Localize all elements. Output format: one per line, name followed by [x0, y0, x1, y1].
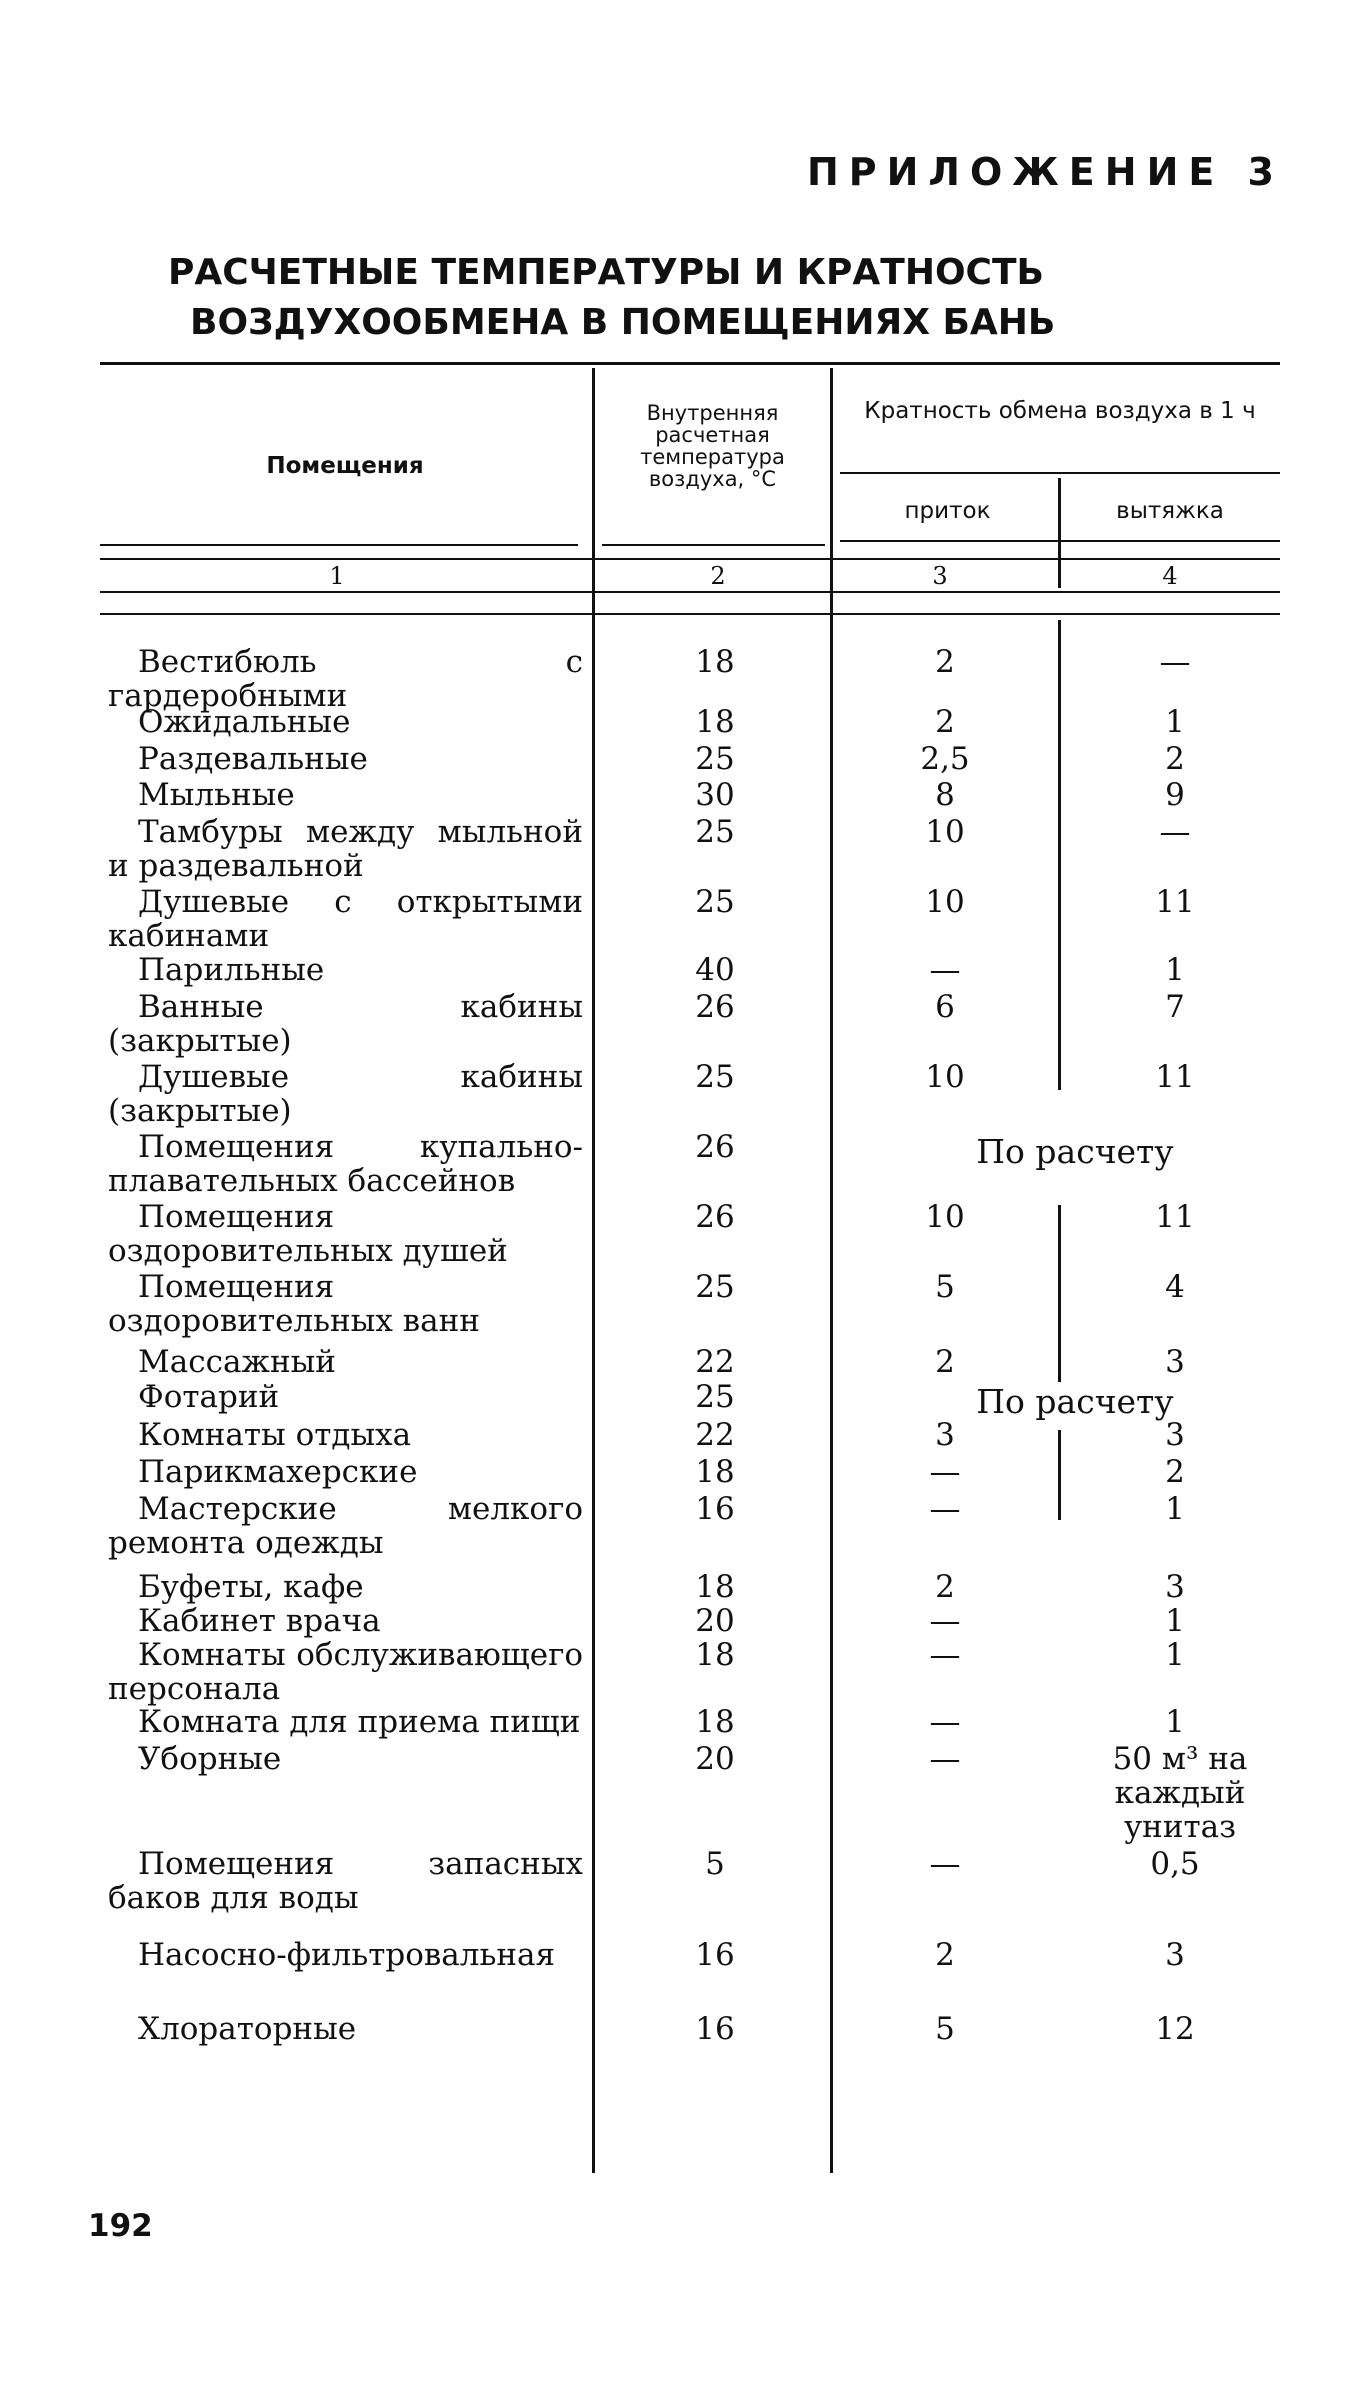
- temperature-value: 16: [695, 1491, 735, 1527]
- temperature-value: 16: [695, 1937, 735, 1973]
- room-name: Комнаты отдыха: [138, 1417, 412, 1453]
- supply-value: 2: [935, 644, 955, 680]
- table-top-rule: [100, 362, 1280, 365]
- exhaust-value: 50 м³ на каждый унитаз: [1112, 1741, 1248, 1845]
- room-name: Буфеты, кафе: [138, 1569, 364, 1605]
- exhaust-value: 1: [1165, 1637, 1185, 1673]
- supply-value: 2: [935, 704, 955, 740]
- column-number-2: 2: [710, 562, 726, 590]
- temperature-value: 25: [695, 884, 735, 920]
- exhaust-value: 1: [1165, 952, 1185, 988]
- temperature-value: 18: [695, 1569, 735, 1605]
- supply-value: —: [929, 1491, 961, 1527]
- exhaust-value: 2: [1165, 741, 1185, 777]
- exhaust-value: 11: [1155, 1059, 1195, 1095]
- temperature-value: 30: [695, 777, 735, 813]
- room-name: Кабинет врача: [138, 1603, 381, 1639]
- room-name: Парильные: [138, 952, 325, 988]
- room-name: Насосно-фильтровальная: [138, 1937, 556, 1973]
- room-name: Помещения оздоровительных душей: [108, 1199, 508, 1269]
- supply-value: 2: [935, 1569, 955, 1605]
- room-name: Раздевальные: [138, 741, 368, 777]
- room-name: Уборные: [138, 1741, 282, 1777]
- col2-header-rule: [602, 544, 825, 546]
- supply-value: 6: [935, 989, 955, 1025]
- temperature-value: 25: [695, 1379, 735, 1415]
- room-name: Хлораторные: [138, 2011, 357, 2047]
- temperature-value: 18: [695, 644, 735, 680]
- header-supply: приток: [904, 498, 991, 524]
- supply-value: —: [929, 1704, 961, 1740]
- temperature-value: 25: [695, 1269, 735, 1305]
- exhaust-value: 1: [1165, 1491, 1185, 1527]
- temperature-value: 40: [695, 952, 735, 988]
- col-divider-3-4-header: [1058, 478, 1061, 588]
- supply-value: 2,5: [920, 741, 970, 777]
- header-exhaust: вытяжка: [1116, 498, 1224, 524]
- supply-value: —: [929, 1603, 961, 1639]
- calculated-note: По расчету: [900, 1132, 1250, 1171]
- temperature-value: 25: [695, 1059, 735, 1095]
- exhaust-value: 4: [1165, 1269, 1185, 1305]
- col-divider-2-3: [830, 368, 833, 2173]
- temperature-value: 20: [695, 1603, 735, 1639]
- room-name: Фотарий: [138, 1379, 280, 1415]
- title-line-2: ВОЗДУХООБМЕНА В ПОМЕЩЕНИЯХ БАНЬ: [190, 302, 1056, 343]
- supply-value: 10: [925, 1199, 965, 1235]
- room-name: Массажный: [138, 1344, 336, 1380]
- page-number: 192: [88, 2208, 153, 2244]
- temperature-value: 18: [695, 1454, 735, 1490]
- exhaust-value: 12: [1155, 2011, 1195, 2047]
- exhaust-value: 1: [1165, 1704, 1185, 1740]
- exhaust-value: 0,5: [1150, 1846, 1200, 1882]
- title-line-1: РАСЧЕТНЫЕ ТЕМПЕРАТУРЫ И КРАТНОСТЬ: [168, 252, 1044, 293]
- exhaust-value: 1: [1165, 704, 1185, 740]
- temperature-value: 20: [695, 1741, 735, 1777]
- supply-value: 8: [935, 777, 955, 813]
- room-name: Вестибюль с гардеробными: [108, 644, 583, 714]
- supply-value: —: [929, 1637, 961, 1673]
- exhaust-value: 7: [1165, 989, 1185, 1025]
- temperature-value: 26: [695, 989, 735, 1025]
- column-number-1: 1: [329, 562, 345, 590]
- room-name: Комнаты обслуживающего персонала: [108, 1637, 583, 1707]
- supply-value: —: [929, 1741, 961, 1777]
- exhaust-value: 9: [1165, 777, 1185, 813]
- page-title: [168, 248, 1055, 348]
- room-name: Мыльные: [138, 777, 295, 813]
- header-temperature: Внутренняя расчетная температура воздуха, °С: [640, 401, 785, 491]
- exhaust-value: 3: [1165, 1417, 1185, 1453]
- temperature-value: 22: [695, 1344, 735, 1380]
- exhaust-value: 3: [1165, 1937, 1185, 1973]
- room-name: Душевые с открытыми кабинами: [108, 884, 583, 954]
- room-name: Парикмахерские: [138, 1454, 418, 1490]
- supply-value: 10: [925, 1059, 965, 1095]
- exhaust-value: 11: [1155, 1199, 1195, 1235]
- temperature-value: 22: [695, 1417, 735, 1453]
- temperature-value: 18: [695, 1704, 735, 1740]
- header-air-exchange: Кратность обмена воздуха в 1 ч: [864, 398, 1256, 424]
- supply-value: 5: [935, 1269, 955, 1305]
- temperature-value: 26: [695, 1129, 735, 1165]
- temperature-value: 18: [695, 704, 735, 740]
- exhaust-value: 3: [1165, 1344, 1185, 1380]
- appendix-label: ПРИЛОЖЕНИЕ 3: [806, 150, 1284, 194]
- room-name: Помещения оздоровительных ванн: [108, 1269, 480, 1339]
- exhaust-value: 3: [1165, 1569, 1185, 1605]
- room-name: Помещения запасных баков для воды: [108, 1846, 583, 1916]
- supply-value: 2: [935, 1937, 955, 1973]
- col-divider-3-4-b: [1058, 1205, 1061, 1410]
- supply-value: —: [929, 1454, 961, 1490]
- supply-value: 5: [935, 2011, 955, 2047]
- exhaust-value: —: [1159, 814, 1191, 850]
- supply-value: —: [929, 952, 961, 988]
- number-row-bottom-rule: [100, 591, 1280, 593]
- exhaust-value: 2: [1165, 1454, 1185, 1490]
- col-divider-1-2: [592, 368, 595, 2173]
- temperature-value: 16: [695, 2011, 735, 2047]
- column-number-3: 3: [932, 562, 948, 590]
- supply-value: 3: [935, 1417, 955, 1453]
- exhaust-value: —: [1159, 644, 1191, 680]
- room-name: Мастерские мелкого ремонта одежды: [108, 1491, 583, 1561]
- temperature-value: 5: [705, 1846, 725, 1882]
- supply-value: 10: [925, 814, 965, 850]
- room-name: Помещения купально-плавательных бассейнов: [108, 1129, 583, 1199]
- temperature-value: 25: [695, 741, 735, 777]
- room-name: Ожидальные: [138, 704, 351, 740]
- temperature-value: 25: [695, 814, 735, 850]
- body-top-rule: [100, 613, 1280, 615]
- column-number-4: 4: [1162, 562, 1178, 590]
- temperature-value: 18: [695, 1637, 735, 1673]
- temperature-value: 26: [695, 1199, 735, 1235]
- supply-value: 2: [935, 1344, 955, 1380]
- col34-header-rule: [840, 472, 1280, 474]
- supply-value: —: [929, 1846, 961, 1882]
- col1-header-rule: [100, 544, 578, 546]
- supply-value: 10: [925, 884, 965, 920]
- room-name: Душевые кабины (закрытые): [108, 1059, 583, 1129]
- number-row-top-rule: [100, 558, 1280, 560]
- exhaust-value: 1: [1165, 1603, 1185, 1639]
- room-name: Комната для приема пищи: [138, 1704, 581, 1740]
- room-name: Тамбуры между мыльной и раздевальной: [108, 814, 583, 884]
- calculated-note: По расчету: [900, 1382, 1250, 1421]
- exhaust-value: 11: [1155, 884, 1195, 920]
- room-name: Ванные кабины (закрытые): [108, 989, 583, 1059]
- header-rooms: Помещения: [266, 453, 424, 479]
